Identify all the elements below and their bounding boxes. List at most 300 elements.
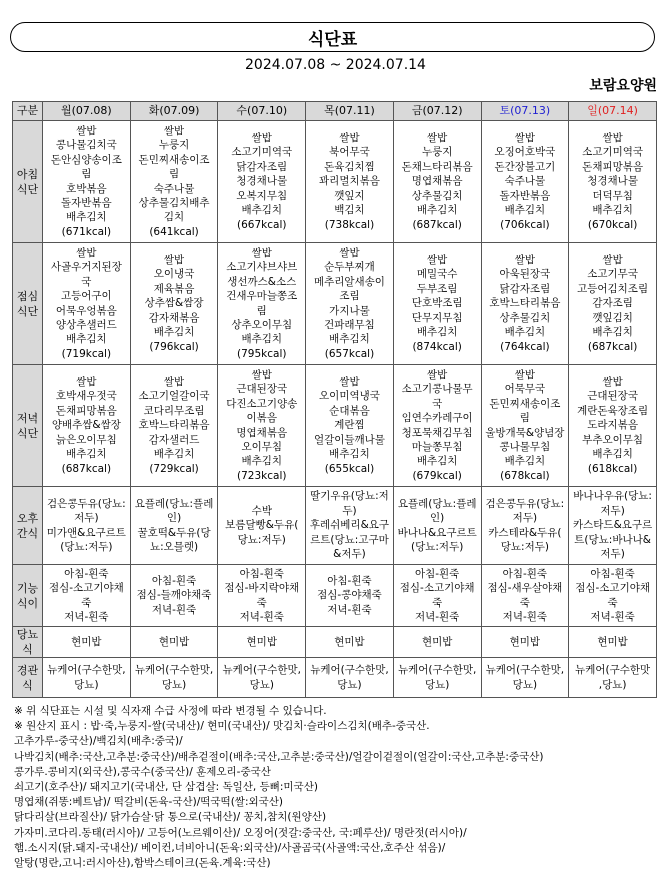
facility-name: 보람요양원: [589, 78, 657, 94]
note-line: 명엽채(쥐똥:베트남)/ 떡갈비(돈육-국산)/떡국떡(쌀:외국산): [14, 796, 284, 809]
cell-line: 저두): [74, 512, 99, 525]
cell-line: 아침-흰죽: [151, 574, 197, 587]
cell-line: 누룽지: [421, 146, 453, 159]
menu-cell-mon: [43, 121, 131, 243]
cell-line: 고등어김치조림: [577, 282, 649, 295]
cell-line: 사골우거지된장: [50, 261, 122, 274]
cell-line: 감자조림: [592, 297, 633, 310]
cell-line: 부추오이무침: [582, 433, 644, 446]
cell-line: 뉴케어(구수한맛,: [485, 664, 565, 677]
cell-line: (당뇨:저두): [411, 540, 464, 553]
cell-line: 저녁-흰죽: [502, 610, 548, 623]
cell-line: 검은콩두유(당뇨:: [485, 497, 565, 510]
cell-line: 아침-흰죽: [64, 567, 109, 580]
cell-line: 림: [256, 304, 267, 317]
cell-line: 배추김치: [329, 448, 370, 461]
cell-line: 꿀호떡&두유(당: [137, 526, 211, 539]
menu-cell-thu: [306, 365, 394, 487]
cell-line: 점심: [16, 289, 39, 303]
cell-line: 저녁-흰죽: [590, 610, 635, 623]
menu-cell-sun: [569, 627, 657, 658]
cell-line: 오징어호박국: [494, 146, 556, 159]
row-label: [13, 121, 43, 243]
cell-line: 소고기미역국: [231, 146, 293, 159]
note-line: 콩가루.콩비지(외국산),콩국수(중국산)/ 훈제오리-중국산: [14, 765, 271, 778]
cell-line: 쌀밥: [339, 246, 360, 259]
snack-row: [13, 487, 657, 565]
cell-line: 배추김치: [241, 455, 283, 468]
menu-cell-fri: [393, 121, 481, 243]
cell-line: (723kcal): [237, 469, 287, 482]
menu-cell-thu: [306, 487, 394, 565]
header-row: [13, 102, 657, 121]
note-line: ※ 원산지 표시 : 밥·죽,누룽지-쌀(국내산)/ 현미(국내산)/ 맛김치·슬라이스김치(배추-중국산.: [14, 720, 430, 733]
cell-line: 배추김치: [504, 326, 546, 339]
cell-line: 배추김치: [153, 448, 195, 461]
cell-line: 돌자반볶음: [60, 196, 112, 209]
menu-cell-thu: [306, 243, 394, 365]
cell-line: 배추김치: [592, 326, 633, 339]
note-line: 나박김치(배추:국산,고추분:중국산)/배추겉절이(배추:국산,고추분:중국산)/얼갈이겉절이(얼갈이:국산,고추분:중국산): [14, 750, 544, 763]
cell-line: 쌀밥: [76, 124, 97, 137]
cell-line: 미가앤&요구르트: [46, 526, 126, 539]
cell-line: 계란돈육장조림: [577, 404, 649, 417]
tube-feeding-row: [13, 658, 657, 698]
cell-line: 콩나물김치국: [55, 139, 117, 152]
cell-line: 저두): [512, 512, 538, 525]
day-header-thu: 목(07.11): [306, 102, 394, 121]
day-header-mon: 월(07.08): [43, 102, 131, 121]
cell-line: (655kcal): [324, 462, 375, 475]
cell-line: 국: [432, 397, 443, 410]
cell-line: 배추김치: [153, 326, 195, 339]
cell-line: 깻잎김치: [592, 311, 633, 324]
cell-line: 당뇨): [74, 678, 99, 691]
cell-line: 돈육김치찜: [324, 160, 375, 173]
cell-line: 명엽채볶음: [411, 175, 463, 188]
cell-line: (706kcal): [500, 218, 550, 231]
cell-line: 쌀밥: [427, 132, 448, 145]
cell-line: 아침-흰죽: [239, 567, 284, 580]
cell-line: (641kcal): [149, 225, 199, 238]
dinner-row: [13, 365, 657, 487]
menu-cell-sat: [481, 121, 569, 243]
cell-line: 오이냉국: [153, 268, 195, 281]
cell-line: 배추김치: [66, 211, 107, 224]
cell-line: 식이: [16, 596, 39, 610]
menu-cell-tue: [130, 365, 218, 487]
cell-line: 소고기콩나물무: [401, 383, 473, 396]
page-title-text: 식단표: [307, 29, 358, 50]
cell-line: (657kcal): [324, 347, 375, 360]
menu-cell-sat: [481, 658, 569, 698]
cell-line: 쌀밥: [602, 132, 623, 145]
cell-line: 저녁-흰죽: [327, 603, 372, 616]
cell-line: 돈간장불고기: [494, 160, 556, 173]
cell-line: 호박느타리볶음: [138, 419, 210, 432]
cell-line: (671kcal): [61, 225, 112, 238]
cell-line: 현미밥: [71, 635, 102, 648]
menu-cell-wed: [218, 365, 306, 487]
cell-line: 쌀밥: [514, 368, 536, 381]
lunch-row: [13, 243, 657, 365]
cell-line: 죽: [81, 596, 92, 609]
cell-line: &저두): [333, 548, 366, 561]
menu-cell-fri: [393, 243, 481, 365]
menu-cell-tue: [130, 627, 218, 658]
cell-line: 다진소고기양송: [226, 397, 298, 410]
note-line: 고추가루-중국산)/백김치(배추:중국)/: [14, 735, 183, 748]
cell-line: 죽: [256, 596, 267, 609]
cell-line: 메밀국수: [416, 268, 458, 281]
cell-line: 코다리무조림: [143, 404, 205, 417]
cell-line: (670kcal): [587, 218, 638, 231]
cell-line: 점심-소고기야채: [399, 582, 475, 595]
cell-line: 마늘쫑무침: [411, 440, 463, 453]
cell-line: 카스타드&요구르: [573, 519, 653, 532]
cell-line: 저두): [600, 504, 625, 517]
cell-line: (618kcal): [587, 462, 638, 475]
menu-cell-fri: [393, 658, 481, 698]
cell-line: 쌀밥: [251, 132, 272, 145]
menu-cell-sat: [481, 565, 569, 627]
cell-line: 어묵무국: [504, 383, 546, 396]
cell-line: (738kcal): [324, 218, 375, 231]
cell-line: 쌀밥: [163, 254, 185, 267]
cell-line: 뉴케어(구수한맛,: [222, 664, 301, 677]
header-corner: 구분: [13, 102, 43, 121]
cell-line: 숙주나물: [153, 182, 195, 195]
menu-cell-wed: [218, 627, 306, 658]
diabetic-diet-row: [13, 627, 657, 658]
cell-line: 호박새우젓국: [55, 390, 117, 403]
cell-line: 당뇨:저두): [237, 533, 286, 546]
cell-line: 저두): [600, 548, 625, 561]
menu-cell-tue: [130, 487, 218, 565]
cell-line: 근대된장국: [587, 390, 638, 403]
cell-line: 배추김치: [241, 333, 283, 346]
cell-line: 임연수카레구이: [401, 412, 473, 425]
cell-line: 감자샐러드: [148, 433, 200, 446]
cell-line: (796kcal): [149, 340, 199, 353]
cell-line: 메추리알새송이: [313, 275, 385, 288]
cell-line: 저녁-흰죽: [414, 610, 460, 623]
cell-line: 감자채볶음: [148, 311, 200, 324]
note-line: 가자미.코다리.동태(러시아)/ 고등어(노르웨이산)/ 오징어(젓갈:중국산, 국:페루산)/ 명란젓(러시아)/: [14, 826, 467, 839]
cell-line: 상추쌈&쌈장: [144, 297, 204, 310]
cell-line: 점심-새우살야채: [487, 582, 563, 595]
cell-line: 점심-콩야채죽: [317, 589, 382, 602]
cell-line: (719kcal): [61, 347, 112, 360]
menu-cell-fri: [393, 627, 481, 658]
cell-line: ,당뇨): [598, 678, 627, 691]
menu-cell-tue: [130, 658, 218, 698]
menu-cell-sat: [481, 365, 569, 487]
cell-line: 림: [81, 168, 92, 181]
cell-line: 상추물김치배추: [138, 196, 210, 209]
cell-line: 양상추샐러드: [55, 318, 117, 331]
cell-line: 오이무침: [241, 440, 283, 453]
cell-line: 점심-소고기야채: [48, 582, 124, 595]
cell-line: 생선까스&소스: [227, 275, 297, 288]
cell-line: 아침-흰죽: [590, 567, 635, 580]
cell-line: 청경채나물: [236, 175, 288, 188]
cell-line: 배추김치: [416, 455, 458, 468]
menu-cell-sat: [481, 487, 569, 565]
menu-cell-sun: [569, 565, 657, 627]
cell-line: 보름달빵&두유(: [225, 519, 299, 532]
cell-line: 뇨:오믈렛): [149, 540, 199, 553]
cell-line: 돈채피망볶음: [582, 160, 644, 173]
cell-line: 순두부찌개: [324, 261, 375, 274]
cell-line: 배추김치: [504, 204, 546, 217]
cell-line: 점심-바지락야채: [224, 582, 300, 595]
cell-line: 식: [22, 643, 33, 656]
cell-line: (729kcal): [149, 462, 199, 475]
cell-line: 돈채느타리볶음: [401, 160, 473, 173]
cell-line: 죽: [519, 596, 530, 609]
cell-line: 경관: [16, 663, 39, 677]
cell-line: 당뇨): [424, 678, 450, 691]
cell-line: 도라지볶음: [587, 419, 638, 432]
cell-line: 쌀밥: [251, 246, 272, 259]
cell-line: (679kcal): [412, 469, 462, 482]
cell-line: 배추김치: [416, 326, 458, 339]
cell-line: 아침-흰죽: [502, 567, 548, 580]
cell-line: 아침-흰죽: [414, 567, 460, 580]
cell-line: 점심-들깨야채죽: [136, 589, 212, 602]
cell-line: 쌀밥: [251, 368, 272, 381]
row-label: [13, 565, 43, 627]
cell-line: 김치: [163, 211, 185, 224]
cell-line: 쌀밥: [163, 124, 185, 137]
cell-line: 얼갈이들깨나물: [313, 433, 385, 446]
menu-cell-sun: [569, 121, 657, 243]
cell-line: 현미밥: [421, 635, 453, 648]
cell-line: 아침-흰죽: [327, 574, 372, 587]
breakfast-row: [13, 121, 657, 243]
cell-line: 검은콩두유(당뇨:: [47, 497, 126, 510]
menu-cell-sun: [569, 365, 657, 487]
cell-line: 쌀밥: [602, 376, 623, 389]
cell-line: 쌀밥: [427, 368, 448, 381]
day-header-wed: 수(07.10): [218, 102, 306, 121]
cell-line: (667kcal): [237, 218, 287, 231]
cell-line: 현미밥: [158, 635, 190, 648]
cell-line: 뉴케어(구수한맛,: [134, 664, 214, 677]
cell-line: 당뇨): [161, 678, 187, 691]
cell-line: 림: [519, 412, 530, 425]
cell-line: 르트(당뇨:고구마: [310, 533, 389, 546]
note-line: 쇠고기(호주산)/ 돼지고기(국내산, 단 삼겹살: 독일산, 등뼈:미국산): [14, 781, 318, 794]
cell-line: 쌀밥: [76, 376, 97, 389]
cell-line: 바나나우유(당뇨:: [573, 490, 652, 503]
cell-line: 쌀밥: [339, 376, 360, 389]
cell-line: 국: [81, 275, 92, 288]
cell-line: 깻잎지: [334, 189, 365, 202]
cell-line: 쌀밥: [514, 254, 536, 267]
cell-line: 돈민찌새송이조: [489, 397, 561, 410]
menu-body: [13, 121, 657, 698]
cell-line: 돌자반볶음: [499, 189, 551, 202]
cell-line: 요플레(당뇨:플레: [397, 497, 477, 510]
cell-line: 당뇨): [512, 678, 538, 691]
cell-line: 단호박조림: [411, 297, 463, 310]
day-header-tue: 화(07.09): [130, 102, 218, 121]
cell-line: (764kcal): [500, 340, 550, 353]
cell-line: 뉴케어(구수한맛,: [47, 664, 126, 677]
cell-line: 기능: [16, 581, 39, 595]
cell-line: 쌀밥: [163, 376, 185, 389]
cell-line: 현미밥: [597, 635, 628, 648]
cell-line: 돈민찌새송이조: [138, 153, 210, 166]
cell-line: 당뇨:저두): [500, 540, 549, 553]
menu-cell-sat: [481, 627, 569, 658]
menu-cell-fri: [393, 487, 481, 565]
cell-line: 요플레(당뇨:플레: [134, 497, 214, 510]
cell-line: 오복지무침: [236, 189, 288, 202]
cell-line: 두부조림: [416, 282, 458, 295]
cell-line: 돈안심양송이조: [50, 153, 122, 166]
notes-section: [14, 704, 664, 871]
cell-line: 배추김치: [241, 204, 283, 217]
cell-line: 단무지무침: [411, 311, 463, 324]
cell-line: 배추김치: [416, 204, 458, 217]
cell-line: 소고기미역국: [582, 146, 644, 159]
menu-cell-sat: [481, 243, 569, 365]
cell-line: 상추오이무침: [231, 318, 293, 331]
menu-cell-wed: [218, 658, 306, 698]
cell-line: 순대볶음: [329, 404, 370, 417]
menu-cell-sun: [569, 243, 657, 365]
menu-cell-mon: [43, 365, 131, 487]
cell-line: (687kcal): [61, 462, 112, 475]
cell-line: 울방개묵&양념장: [485, 426, 565, 439]
cell-line: 어묵우엉볶음: [55, 304, 117, 317]
therapeutic-diet-row: [13, 565, 657, 627]
cell-line: 저녁: [16, 411, 39, 425]
cell-line: 상추물김치: [411, 189, 463, 202]
cell-line: 죽: [607, 596, 618, 609]
row-label: [13, 365, 43, 487]
cell-line: 식단: [16, 182, 39, 196]
menu-cell-wed: [218, 487, 306, 565]
cell-line: 당뇨): [337, 678, 362, 691]
menu-cell-mon: [43, 658, 131, 698]
cell-line: 호박볶음: [66, 182, 107, 195]
cell-line: 림: [168, 168, 180, 181]
cell-line: 명엽채볶음: [236, 426, 288, 439]
cell-line: 배추김치: [592, 204, 633, 217]
cell-line: 호박느타리볶음: [489, 297, 561, 310]
cell-line: (687kcal): [412, 218, 462, 231]
cell-line: 꽈리멸치볶음: [319, 175, 380, 188]
menu-cell-wed: [218, 121, 306, 243]
cell-line: 배추김치: [592, 448, 633, 461]
cell-line: 당뇨: [16, 628, 39, 641]
cell-line: 소고기샤브샤브: [226, 261, 298, 274]
menu-cell-mon: [43, 487, 131, 565]
day-header-sun: 일(07.14): [569, 102, 657, 121]
menu-cell-tue: [130, 565, 218, 627]
cell-line: 오이미역냉국: [319, 390, 380, 403]
cell-line: 양배추쌈&쌈장: [51, 419, 121, 432]
cell-line: 점심-소고기야채: [575, 582, 650, 595]
cell-line: 아침: [16, 167, 39, 181]
cell-line: 쌀밥: [76, 246, 97, 259]
cell-line: 백김치: [334, 204, 365, 217]
cell-line: 건새우마늘쫑조: [226, 290, 298, 303]
cell-line: (795kcal): [237, 347, 287, 360]
cell-line: 바나나&요구르트: [397, 526, 477, 539]
cell-line: (874kcal): [412, 340, 462, 353]
menu-period: 2024.07.08 ~ 2024.07.14: [245, 57, 426, 73]
cell-line: 쌀밥: [514, 132, 536, 145]
menu-cell-sun: [569, 658, 657, 698]
menu-cell-mon: [43, 243, 131, 365]
cell-line: 상추물김치: [499, 311, 551, 324]
cell-line: 두): [342, 504, 357, 517]
cell-line: 콩나물무침: [499, 440, 551, 453]
note-line: 햄.소시지(닭.돼지-국내산)/ 베이컨,너비아니(돈육:외국산)/사골곰국(사골액:국산,호주산 섞음)/: [14, 841, 446, 854]
cell-line: 저녁-흰죽: [151, 603, 197, 616]
cell-line: 당뇨): [249, 678, 274, 691]
note-line: 닭다리살(브라질산)/ 닭가슴살·닭 통으로(국내산)/ 꽁치,참치(원양산): [14, 811, 327, 824]
menu-cell-sun: [569, 487, 657, 565]
row-label: [13, 658, 43, 698]
cell-line: 트(당뇨:바나나&: [574, 533, 651, 546]
note-line: 알탕(명란,고니:러시아산),함박스테이크(돈육.계육:국산): [14, 857, 271, 870]
cell-line: 닭감자조림: [236, 160, 288, 173]
cell-line: 소고기얼갈이국: [138, 390, 210, 403]
cell-line: 닭감자조림: [499, 282, 551, 295]
cell-line: 현미밥: [509, 635, 541, 648]
cell-line: (당뇨:저두): [60, 540, 113, 553]
cell-line: 더덕무침: [592, 189, 633, 202]
row-label: [13, 627, 43, 658]
cell-line: 쌀밥: [602, 254, 623, 267]
row-label: [13, 243, 43, 365]
cell-line: 후레쉬베리&요구: [309, 519, 390, 532]
menu-cell-wed: [218, 565, 306, 627]
cell-line: 쌀밥: [339, 132, 360, 145]
cell-line: 이볶음: [246, 412, 277, 425]
cell-line: 수박: [251, 504, 272, 517]
menu-cell-thu: [306, 658, 394, 698]
note-line: ※ 위 식단표는 시설 및 식자재 수급 사정에 따라 변경될 수 있습니다.: [14, 705, 327, 717]
menu-cell-tue: [130, 243, 218, 365]
cell-line: 쌀밥: [427, 254, 448, 267]
menu-cell-thu: [306, 121, 394, 243]
menu-cell-mon: [43, 565, 131, 627]
cell-line: 죽: [432, 596, 443, 609]
cell-line: 북어무국: [329, 146, 370, 159]
page-title: [10, 22, 655, 52]
cell-line: 고등어구이: [60, 290, 112, 303]
cell-line: 식단: [16, 426, 39, 440]
menu-cell-mon: [43, 627, 131, 658]
cell-line: 배추김치: [504, 455, 546, 468]
cell-line: 딸기우유(당뇨:저: [310, 490, 389, 503]
cell-line: 식단: [16, 304, 39, 318]
row-label: [13, 487, 43, 565]
day-header-fri: 금(07.12): [393, 102, 481, 121]
cell-line: 청포묵채김무침: [401, 426, 473, 439]
menu-table: [12, 101, 657, 698]
cell-line: 배추김치: [66, 333, 107, 346]
cell-line: 건파래무침: [324, 318, 375, 331]
cell-line: 인): [430, 512, 445, 525]
